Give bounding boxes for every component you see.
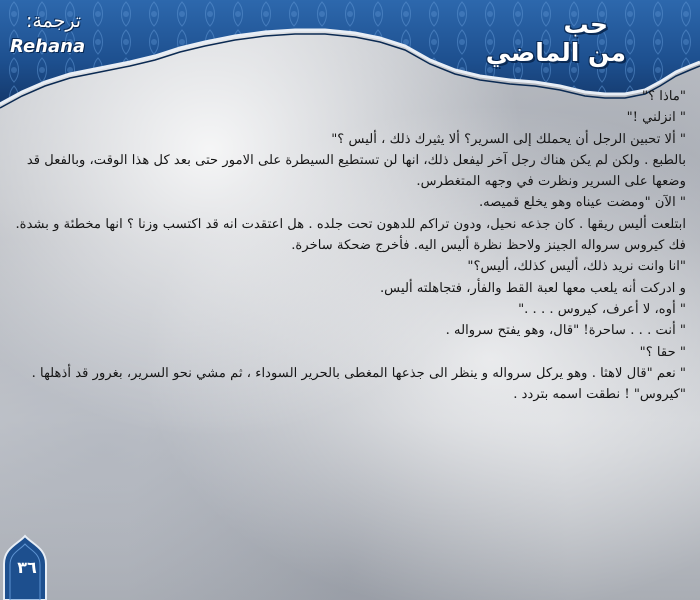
- paragraph: ابتلعت أليس ريقها . كان جذعه نحيل، ودون تراكم للدهون تحت جلده . هل اعتقدت انه قد اكتسب وزنا ؟ انها مخطئة و بشدة.: [15, 216, 686, 232]
- paragraph: "كيروس" ! نطقت اسمه بتردد .: [513, 387, 686, 403]
- paragraph: " أوه، لا أعرف، كيروس . . . .": [518, 301, 686, 317]
- story-text: [12, 86, 686, 405]
- paragraph: "ماذا ؟": [642, 89, 686, 104]
- paragraph: " الآن "ومضت عيناه وهو يخلع قميصه.: [478, 195, 686, 211]
- translation-label: ترجمة:: [26, 10, 82, 32]
- chapter-title-line-2: من الماضي: [485, 38, 626, 67]
- paragraph: " نعم "قال لاهثا . وهو يركل سرواله و ينظر الى جذعها المغطى بالحرير السوداء ، ثم مشي نحو السرير، بغرور قد أذهلها .: [31, 365, 686, 381]
- page-number: ٣٦: [17, 558, 37, 577]
- paragraph: " ألا تحبين الرجل أن يحملك إلى السرير؟ ألا يثيرك ذلك ، أليس ؟": [331, 131, 686, 147]
- paragraph: بالطبع . ولكن لم يكن هناك رجل آخر ليفعل ذلك، انها لن تستطيع السيطرة على الامور حتى بعد كل هذا الوقت، وبالفعل قد وضعها على السرير ونظرت في وجهه المتغطرس.: [26, 152, 686, 190]
- translator-name: Rehana: [10, 36, 86, 57]
- paragraph: فك كيروس سرواله الجينز ولاحظ نظرة أليس اليه. فأخرج ضحكة ساخرة.: [291, 238, 686, 254]
- paragraph: و ادركت أنه يلعب معها لعبة القط والفأر، فتجاهلته أليس.: [379, 280, 686, 296]
- page-number-badge: [2, 534, 48, 600]
- paragraph: " انزلني !": [626, 110, 686, 126]
- paragraph: " حقا ؟": [639, 344, 686, 360]
- paragraph: " أنت . . . ساحرة! "قال، وهو يفتح سرواله .: [445, 323, 686, 339]
- paragraph: "انا وانت نريد ذلك، أليس كذلك، أليس؟": [467, 259, 686, 275]
- chapter-title-line-1: حب: [563, 10, 608, 39]
